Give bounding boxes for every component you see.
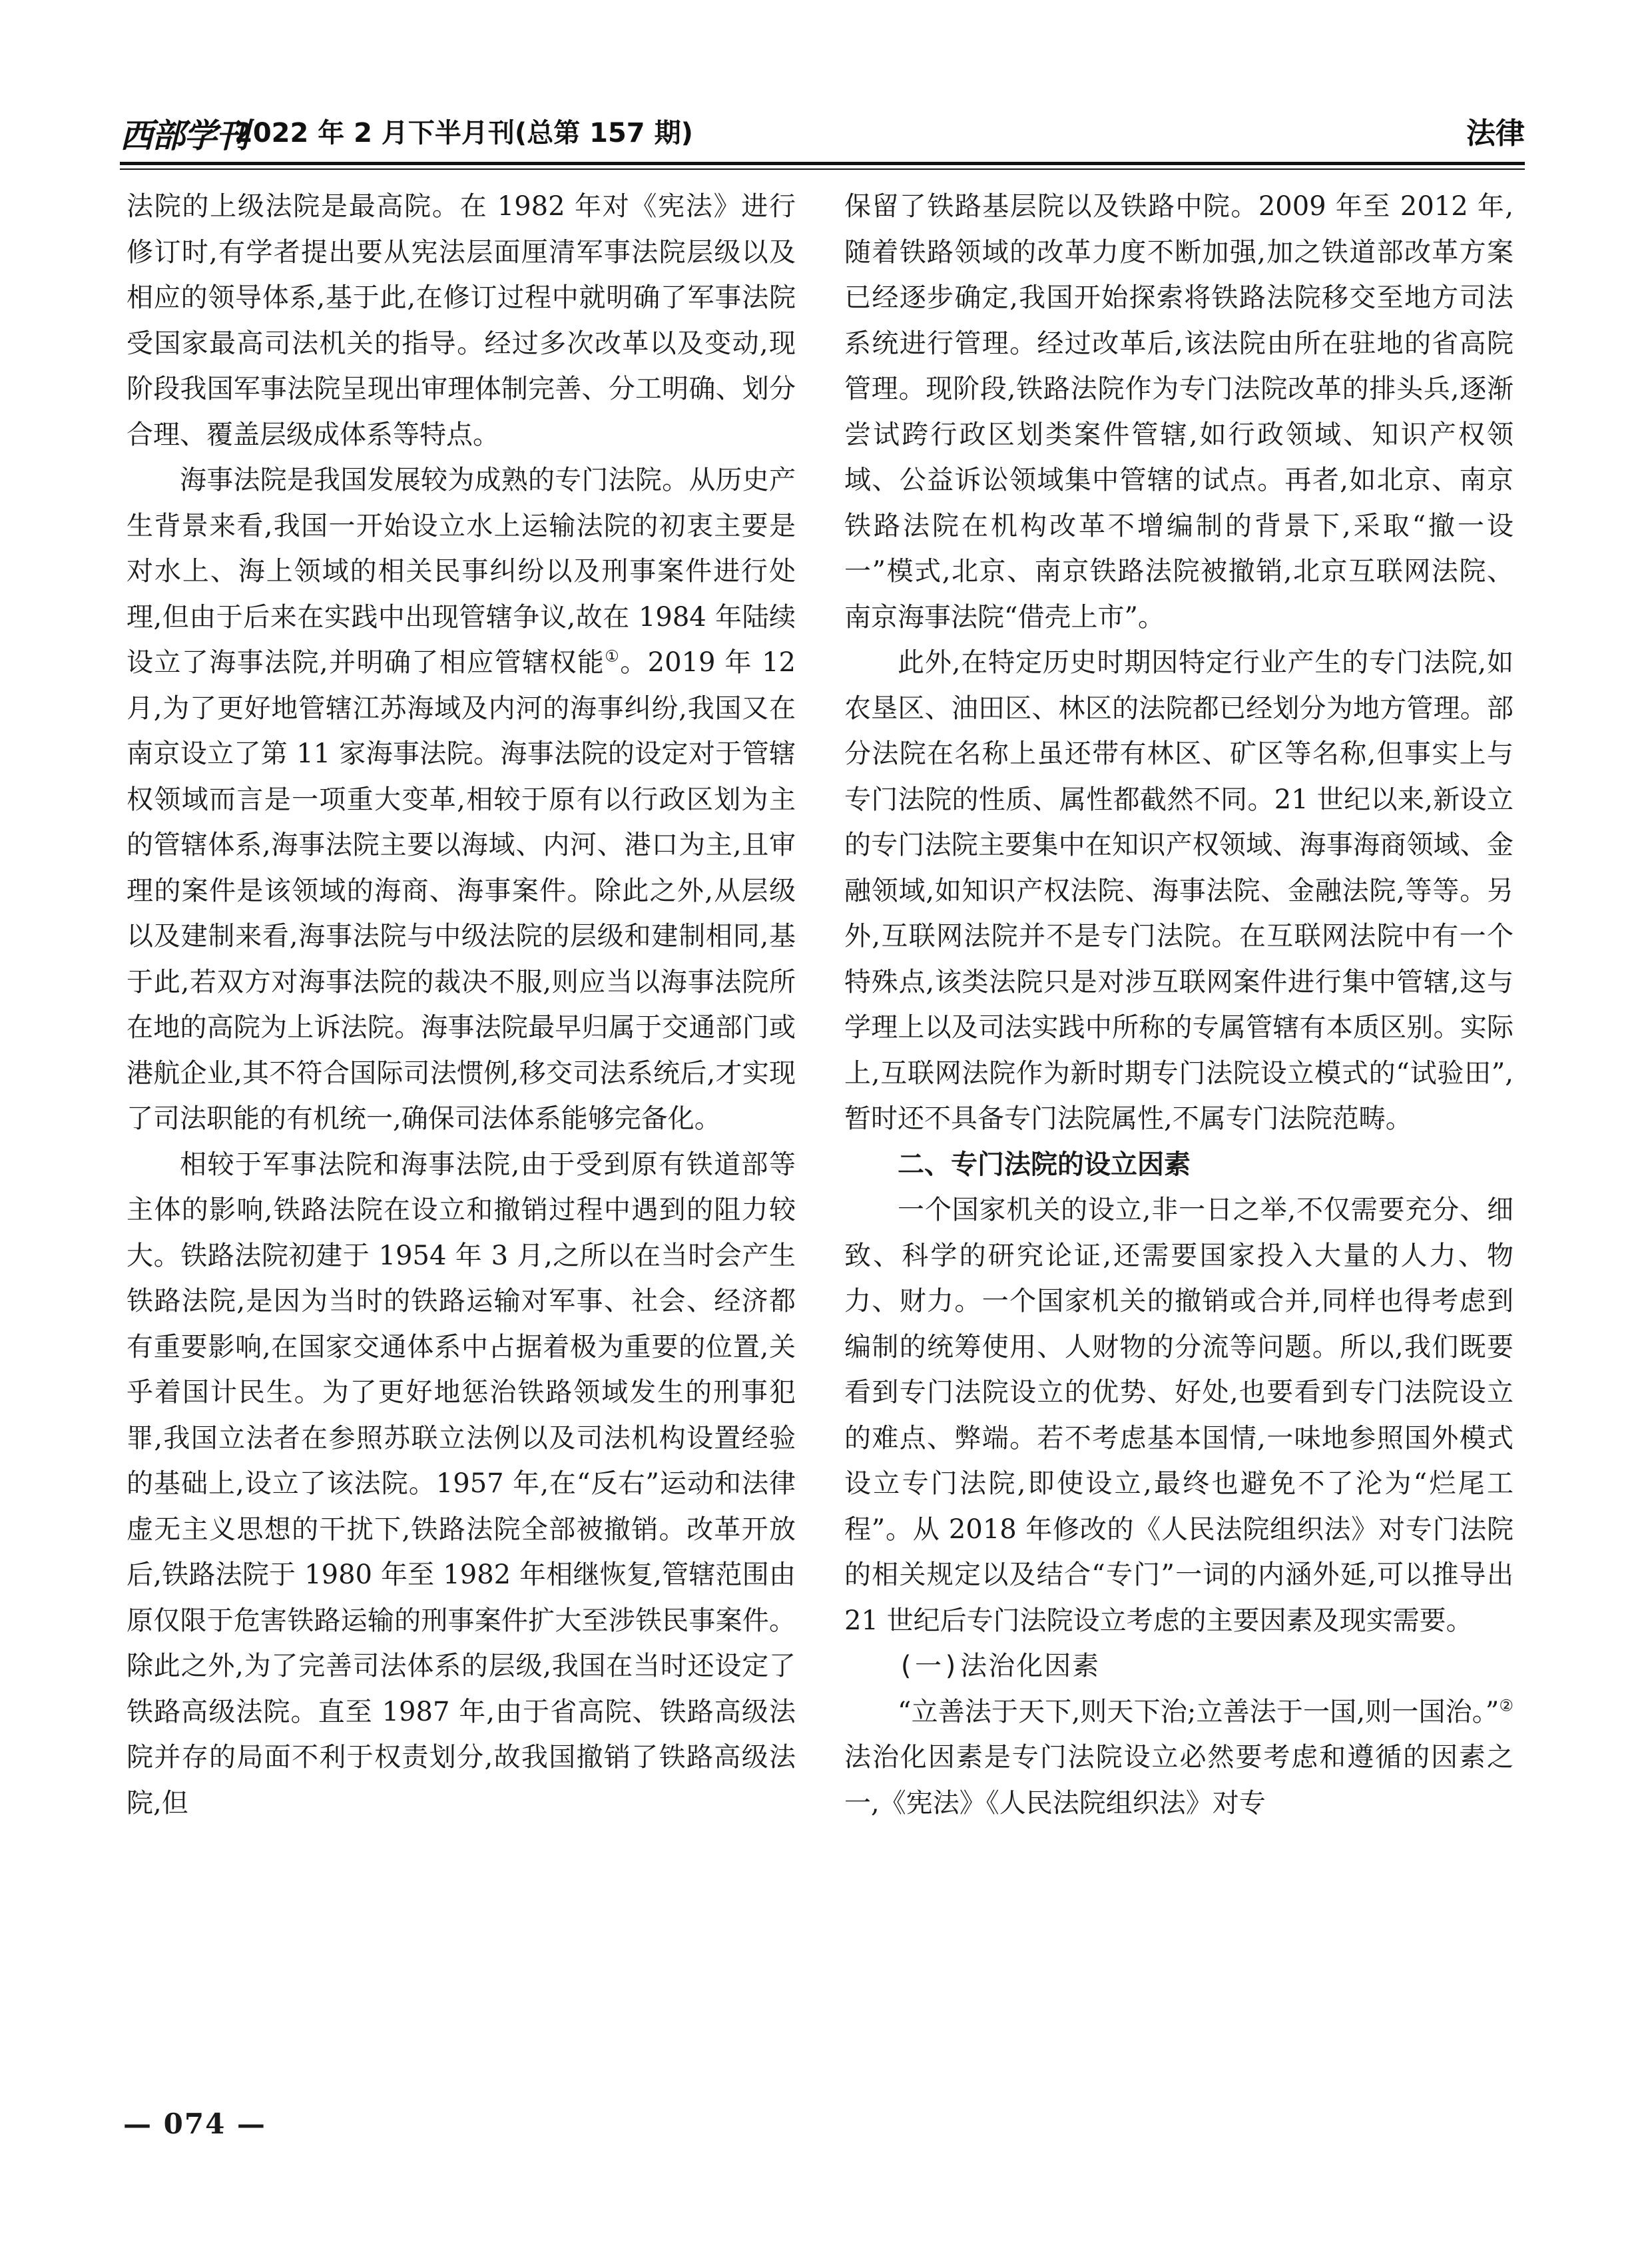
paragraph-text: 一个国家机关的设立,非一日之举,不仅需要充分、细致、科学的研究论证,还需要国家投入大量的人力、物力、财力。一个国家机关的撤销或合并,同样也得考虑到编制的统筹使用、人财物的分流等问题。所以,我们既要看到专门法院设立的优势、好处,也要看到专门法院设立的难点、弊端。若不考虑基本国情,一味地参照国外模式设立专门法院,即使设立,最终也避免不了沦为“烂尾工程”。从 2018 年修改的《人民法院组织法》对专门法院的相关规定以及结合“专门”一词的内涵外延,可以推导出 21 世纪后专门法院设立考虑的主要因素及现实需要。	[844, 1195, 1514, 1636]
paragraph-text: 法院的上级法院是最高院。在 1982 年对《宪法》进行修订时,有学者提出要从宪法层面厘清军事法院层级以及相应的领导体系,基于此,在修订过程中就明确了军事法院受国家最高司法机关的指导。经过多次改革以及变动,现阶段我国军事法院呈现出审理体制完善、分工明确、划分合理、覆盖层级成体系等特点。	[127, 191, 796, 450]
left-column	[127, 184, 796, 1826]
running-header	[120, 105, 1525, 158]
paragraph-text: 保留了铁路基层院以及铁路中院。2009 年至 2012 年,随着铁路领域的改革力度不断加强,加之铁道部改革方案已经逐步确定,我国开始探索将铁路法院移交至地方司法系统进行管理。经过改革后,该法院由所在驻地的省高院管理。现阶段,铁路法院作为专门法院改革的排头兵,逐渐尝试跨行政区划类案件管辖,如行政领域、知识产权领域、公益诉讼领域集中管辖的试点。再者,如北京、南京铁路法院在机构改革不增编制的背景下,采取“撤一设一”模式,北京、南京铁路法院被撤销,北京互联网法院、南京海事法院“借壳上市”。	[844, 191, 1514, 633]
paragraph-text: 此外,在特定历史时期因特定行业产生的专门法院,如农垦区、油田区、林区的法院都已经划分为地方管理。部分法院在名称上虽还带有林区、矿区等名称,但事实上与专门法院的性质、属性都截然不同。21 世纪以来,新设立的专门法院主要集中在知识产权领域、海事海商领域、金融领域,如知识产权法院、海事法院、金融法院,等等。另外,互联网法院并不是专门法院。在互联网法院中有一个特殊点,该类法院只是对涉互联网案件进行集中管辖,这与学理上以及司法实践中所称的专属管辖有本质区别。实际上,互联网法院作为新时期专门法院设立模式的“试验田”,暂时还不具备专门法院属性,不属专门法院范畴。	[844, 647, 1514, 1134]
section-label: 法律	[1466, 117, 1525, 150]
journal-logo: 西部学刊	[120, 116, 248, 155]
right-paragraph-4	[844, 1689, 1514, 1826]
header-rule-thin	[120, 168, 1525, 170]
section-heading: 二、专门法院的设立因素	[898, 1149, 1191, 1180]
header-rule-thick	[120, 162, 1525, 165]
page-number: — 074 —	[123, 2107, 266, 2140]
footnote-marker: ①	[605, 647, 621, 666]
paragraph-text-after-note: 法治化因素是专门法院设立必然要考虑和遵循的因素之一,《宪法》《人民法院组织法》对专	[844, 1742, 1514, 1819]
footnote-marker: ②	[1499, 1696, 1514, 1715]
left-paragraph-1	[127, 184, 796, 457]
left-paragraph-3	[127, 1142, 796, 1826]
right-paragraph-3	[844, 1187, 1514, 1643]
issue-info: 2022 年 2 月下半月刊(总第 157 期)	[234, 118, 693, 148]
paragraph-text: “立善法于天下,则天下治;立善法于一国,则一国治。”	[898, 1696, 1500, 1727]
right-paragraph-1	[844, 184, 1514, 640]
paragraph-text: 相较于军事法院和海事法院,由于受到原有铁道部等主体的影响,铁路法院在设立和撤销过程中遇到的阻力较大。铁路法院初建于 1954 年 3 月,之所以在当时会产生铁路法院,是因为当时的铁路运输对军事、社会、经济都有重要影响,在国家交通体系中占据着极为重要的位置,关乎着国计民生。为了更好地惩治铁路领域发生的刑事犯罪,我国立法者在参照苏联立法例以及司法机构设置经验的基础上,设立了该法院。1957 年,在“反右”运动和法律虚无主义思想的干扰下,铁路法院全部被撤销。改革开放后,铁路法院于 1980 年至 1982 年相继恢复,管辖范围由原仅限于危害铁路运输的刑事案件扩大至涉铁民事案件。除此之外,为了完善司法体系的层级,我国在当时还设定了铁路高级法院。直至 1987 年,由于省高院、铁路高级法院并存的局面不利于权责划分,故我国撤销了铁路高级法院,但	[127, 1149, 796, 1819]
subsection-heading: (一)法治化因素	[898, 1651, 1101, 1681]
left-paragraph-2	[127, 457, 796, 1142]
right-paragraph-2	[844, 640, 1514, 1142]
paragraph-text-after-note: 。2019 年 12 月,为了更好地管辖江苏海域及内河的海事纠纷,我国又在南京设立了第 11 家海事法院。海事法院的设定对于管辖权领域而言是一项重大变革,相较于原有以行政区划为主的管辖体系,海事法院主要以海域、内河、港口为主,且审理的案件是该领域的海商、海事案件。除此之外,从层级以及建制来看,海事法院与中级法院的层级和建制相同,基于此,若双方对海事法院的裁决不服,则应当以海事法院所在地的高院为上诉法院。海事法院最早归属于交通部门或港航企业,其不符合国际司法惯例,移交司法系统后,才实现了司法职能的有机统一,确保司法体系能够完备化。	[127, 647, 796, 1134]
paragraph-text: 海事法院是我国发展较为成熟的专门法院。从历史产生背景来看,我国一开始设立水上运输法院的初衷主要是对水上、海上领域的相关民事纠纷以及刑事案件进行处理,但由于后来在实践中出现管辖争议,故在 1984 年陆续设立了海事法院,并明确了相应管辖权能	[127, 465, 796, 678]
right-column	[844, 184, 1514, 1826]
